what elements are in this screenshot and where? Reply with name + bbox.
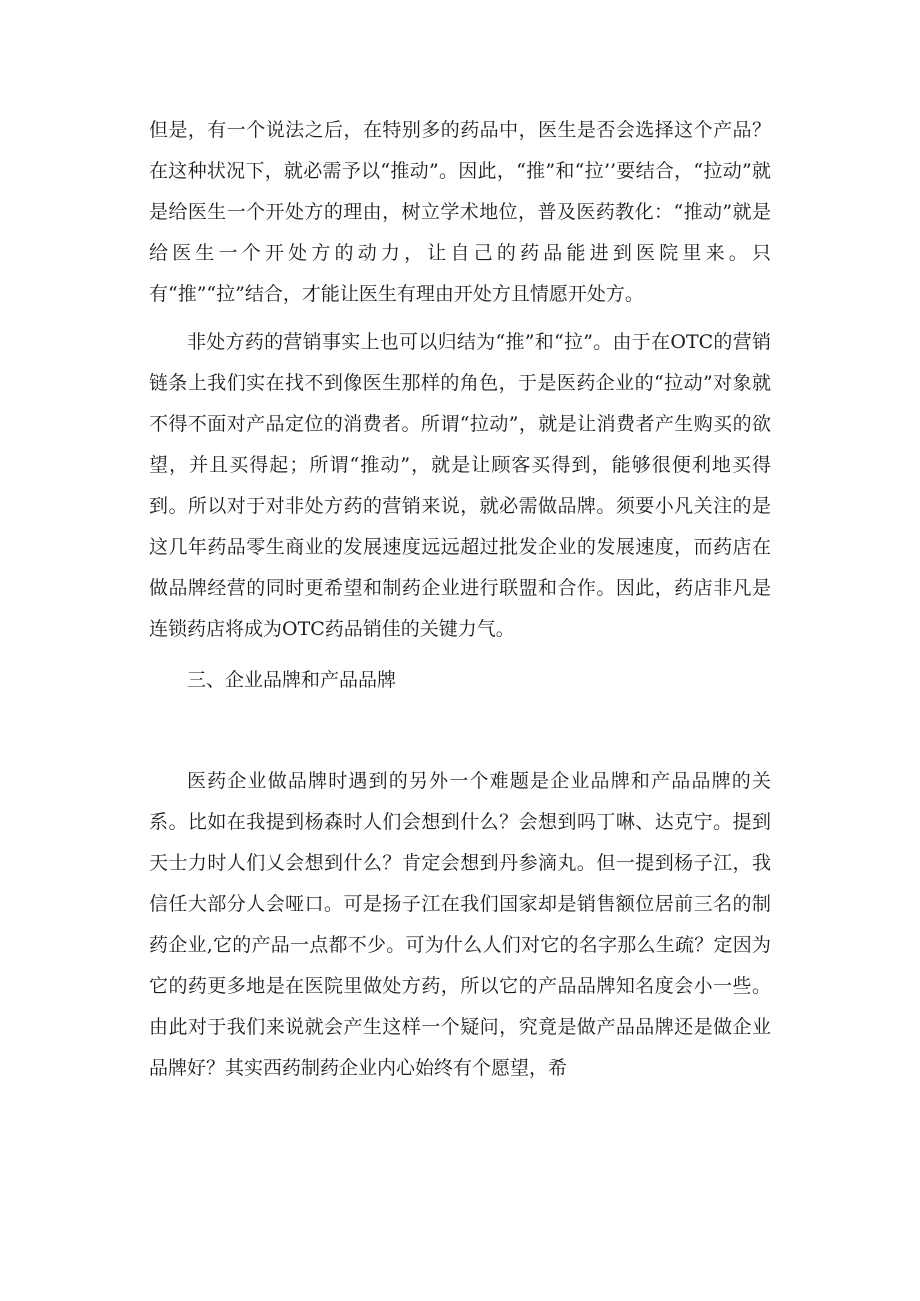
body-paragraph-2: 非处方药的营销事实上也可以归结为“推”和“拉”。由于在OTC的营销链条上我们实在找不到像医生那样的角色，于是医药企业的“拉动”对象就不得不面对产品定位的消费者。所谓“拉动”，就是让消费者产生购买的欲望，并且买得起；所谓“推动”，就是让顾客买得到，能够很便利地买得到。所以对于对非处方药的营销来说，就必需做品牌。须要小凡关注的是这几年药品零生商业的发展速度远远超过批发企业的发展速度，而药店在做品牌经营的同时更希望和制药企业进行联盟和合作。因此，药店非凡是连锁药店将成为OTC药品销佳的关键力气。 [149, 331, 771, 640]
body-paragraph-1: 但是，有一个说法之后，在特别多的药品中，医生是否会选择这个产品？在这种状况下，就必需予以“推动”。因此，“推”和“拉’’要结合，“拉动”就是给医生一个开处方的理由，树立学术地位，普及医药教化：“推动”就是给医生一个开处方的动力，让自己的药品能进到医院里来。只有“推”“拉”结合，才能让医生有理由开处方且情愿开处方。 [149, 119, 771, 305]
section-heading: 三、企业品牌和产品品牌 [187, 669, 397, 691]
body-paragraph-3: 医药企业做品牌时遇到的另外一个难题是企业品牌和产品品牌的关系。比如在我提到杨森时人们会想到什么？会想到吗丁啉、达克宁。提到天士力时人们乂会想到什么？肯定会想到丹参滴丸。但一提到杨子江，我信任大部分人会哑口。可是扬子江在我们国家却是销售额位居前三名的制药企业,它的产品一点都不少。可为什么人们对它的名字那么生疏？定因为它的药更多地是在医院里做处方药，所以它的产品品牌知名度会小一些。由此对于我们来说就会产生这样一个疑问，究竟是做产品品牌还是做企业品牌好？其实西药制药企业内心始终有个愿望，希 [149, 770, 771, 1079]
document-body [149, 110, 771, 1097]
